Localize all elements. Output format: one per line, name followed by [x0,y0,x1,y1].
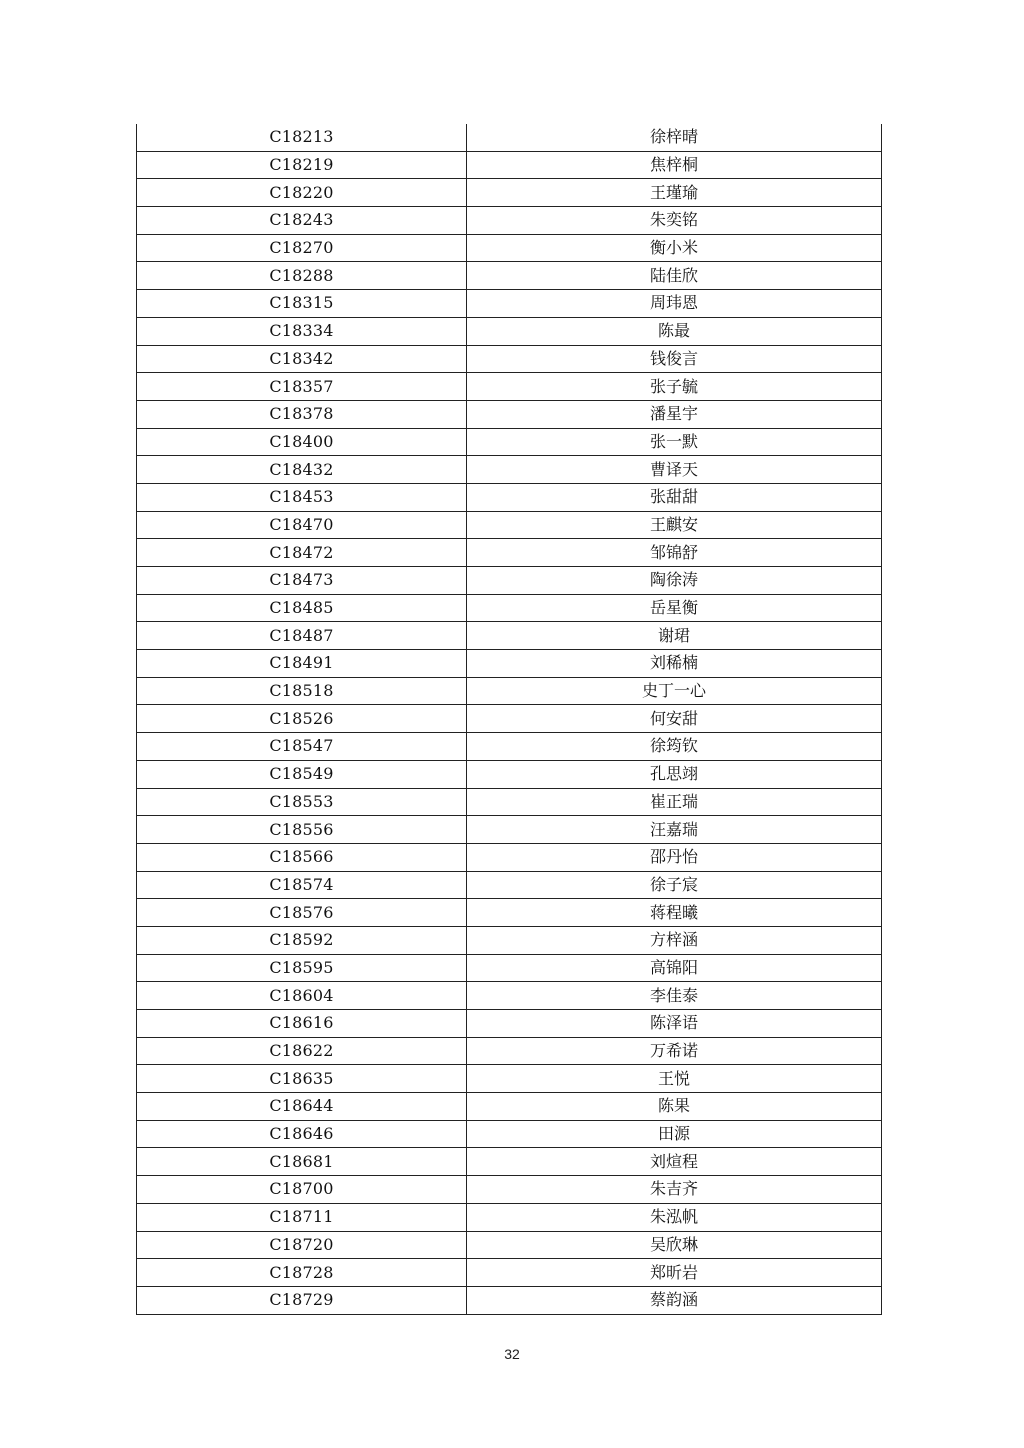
candidate-id-cell: C18644 [137,1093,467,1121]
candidate-name-cell: 刘煊程 [467,1148,882,1176]
candidate-name-cell: 汪嘉瑞 [467,816,882,844]
table-row [137,317,882,345]
table-row [137,1120,882,1148]
candidate-id-cell: C18270 [137,234,467,262]
candidate-id-cell: C18616 [137,1010,467,1038]
table-row [137,650,882,678]
candidate-name-cell: 朱泓帆 [467,1203,882,1231]
candidate-id-cell: C18622 [137,1037,467,1065]
table-row [137,567,882,595]
candidate-id-cell: C18315 [137,290,467,318]
table-row [137,816,882,844]
candidate-name-cell: 徐梓晴 [649,127,698,147]
candidate-name-cell: 田源 [467,1120,882,1148]
table-row [137,954,882,982]
candidate-name-cell: 李佳泰 [467,982,882,1010]
candidate-id-cell: C18342 [137,345,467,373]
candidate-id-cell: C18549 [137,760,467,788]
candidate-id-cell: C18635 [137,1065,467,1093]
candidate-name-cell: 蒋程曦 [467,899,882,927]
table-row [137,1286,882,1314]
candidate-id-cell: C18556 [137,816,467,844]
candidate-name-cell: 王悦 [467,1065,882,1093]
candidate-id-cell: C18243 [137,207,467,235]
table-row [137,1148,882,1176]
table-row [137,926,882,954]
candidate-id-cell: C18711 [137,1203,467,1231]
candidate-name-cell: 陆佳欣 [467,262,882,290]
table-row [137,1176,882,1204]
candidate-name-cell: 孔思翊 [467,760,882,788]
table-row [137,400,882,428]
candidate-name-cell: 陈泽语 [467,1010,882,1038]
table-row [137,705,882,733]
table-row [137,899,882,927]
table-row [137,677,882,705]
candidate-id-cell: C18453 [137,483,467,511]
table-row [137,1259,882,1287]
table-row [137,373,882,401]
candidate-name-cell: 岳星衡 [467,594,882,622]
table-row [137,843,882,871]
table-row [137,124,882,151]
table-row [137,345,882,373]
candidate-id-cell: C18646 [137,1120,467,1148]
candidate-name-cell: 焦梓桐 [467,151,882,179]
candidate-id-cell: C18729 [137,1286,467,1314]
page-number: 32 [504,1346,520,1362]
candidate-id-cell: C18553 [137,788,467,816]
candidate-name-cell: 吴欣琳 [467,1231,882,1259]
candidate-id-cell: C18357 [137,373,467,401]
candidate-name-cell: 郑昕岩 [467,1259,882,1287]
roster-table-body [137,124,882,1314]
candidate-id-cell: C18400 [137,428,467,456]
candidate-id-cell: C18378 [137,400,467,428]
candidate-id-cell: C18288 [137,262,467,290]
table-row [137,151,882,179]
table-row [137,456,882,484]
candidate-id-cell: C18720 [137,1231,467,1259]
table-row [137,511,882,539]
candidate-name-cell: 方梓涵 [467,926,882,954]
candidate-name-cell: 王麒安 [467,511,882,539]
table-row [137,1037,882,1065]
table-row [137,1065,882,1093]
table-row [137,982,882,1010]
candidate-id-cell: C18334 [137,317,467,345]
candidate-name-cell: 徐筠钦 [467,733,882,761]
candidate-id-cell: C18728 [137,1259,467,1287]
candidate-name-cell: 高锦阳 [467,954,882,982]
candidate-name-cell: 邵丹怡 [467,843,882,871]
table-row [137,760,882,788]
candidate-name-cell: 崔正瑞 [467,788,882,816]
candidate-id-cell: C18681 [137,1148,467,1176]
candidate-id-cell: C18518 [137,677,467,705]
candidate-name-cell: 刘稀楠 [467,650,882,678]
candidate-name-cell: 潘星宇 [467,400,882,428]
candidate-id-cell: C18432 [137,456,467,484]
candidate-id-cell: C18566 [137,843,467,871]
candidate-name-cell: 万希诺 [467,1037,882,1065]
candidate-name-cell: 朱吉齐 [467,1176,882,1204]
table-row [137,262,882,290]
candidate-id-cell: C18473 [137,567,467,595]
table-row [137,788,882,816]
candidate-id-cell: C18547 [137,733,467,761]
candidate-name-cell: 何安甜 [467,705,882,733]
candidate-id-cell: C18592 [137,926,467,954]
candidate-name-cell: 曹译天 [467,456,882,484]
candidate-id-cell: C18574 [137,871,467,899]
table-row [137,594,882,622]
table-row [137,1093,882,1121]
candidate-id-cell: C18470 [137,511,467,539]
candidate-id-cell: C18700 [137,1176,467,1204]
candidate-name-cell: 张一默 [467,428,882,456]
table-row [137,871,882,899]
candidate-name-cell: 周玮恩 [467,290,882,318]
candidate-id-cell: C18491 [137,650,467,678]
candidate-name-cell: 陈最 [467,317,882,345]
table-row [137,1203,882,1231]
candidate-id-cell: C18576 [137,899,467,927]
table-row [137,1231,882,1259]
candidate-name-cell: 谢珺 [467,622,882,650]
candidate-id-cell: C18487 [137,622,467,650]
table-row [137,428,882,456]
candidate-name-cell: 钱俊言 [467,345,882,373]
table-row [137,483,882,511]
candidate-id-cell: C18604 [137,982,467,1010]
candidate-name-cell: 张甜甜 [467,483,882,511]
candidate-name-cell: 王瑾瑜 [467,179,882,207]
candidate-name-cell: 衡小米 [467,234,882,262]
table-row [137,207,882,235]
candidate-id-cell: C18526 [137,705,467,733]
candidate-id-cell: C18595 [137,954,467,982]
candidate-id-cell: C18213 [137,124,467,151]
candidate-name-cell: 史丁一心 [467,677,882,705]
table-row [137,622,882,650]
candidate-name-cell: 陶徐涛 [467,567,882,595]
table-row [137,733,882,761]
candidate-id-cell: C18219 [137,151,467,179]
table-row [137,1010,882,1038]
table-row [137,179,882,207]
candidate-name-cell: 徐子宸 [467,871,882,899]
candidate-name-cell: 朱奕铭 [467,207,882,235]
table-row [137,539,882,567]
candidate-name-cell: 陈果 [467,1093,882,1121]
roster-table [136,124,882,1315]
candidate-name-cell: 张子毓 [467,373,882,401]
table-row [137,234,882,262]
table-row [137,290,882,318]
candidate-name-cell: 邹锦舒 [467,539,882,567]
candidate-name-cell: 蔡韵涵 [467,1286,882,1314]
candidate-id-cell: C18472 [137,539,467,567]
candidate-id-cell: C18485 [137,594,467,622]
candidate-id-cell: C18220 [137,179,467,207]
